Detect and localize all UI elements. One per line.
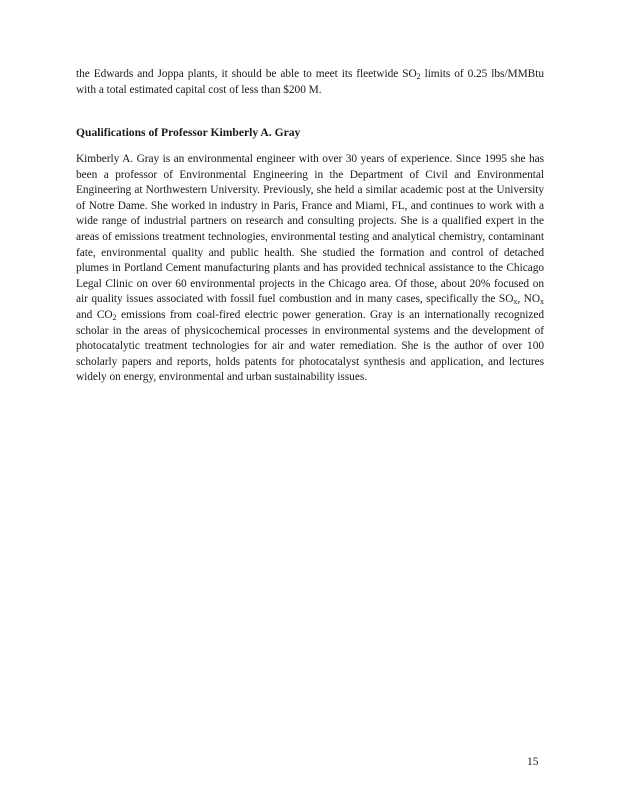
bio-paragraph (76, 152, 544, 386)
nox-subscript: x (540, 297, 544, 307)
continuation-text-start: the Edwards and Joppa plants, it should be able to meet its fleetwide SO (76, 68, 417, 80)
bio-text-4: emissions from coal-fired electric power generation. Gray is an internationally recognized scholar in the areas of physicochemical processes in environmental systems and the development of photocatalytic treatment technologies for air and water remediation. She is the author of over 100 scholarly papers and reports, holds patents for photocatalyst synthesis and application, and lectures widely on energy, environmental and urban sustainability issues. (76, 308, 544, 384)
so2-subscript: 2 (416, 72, 421, 81)
section-heading: Qualifications of Professor Kimberly A. Gray (76, 126, 301, 139)
bio-text-2: , NO (517, 293, 541, 306)
sox-subscript: x (513, 297, 518, 307)
continuation-text-end: limits of 0.25 lbs/MMBtu with a total estimated capital cost of less than $200 M. (76, 68, 544, 96)
bio-text-1: Kimberly A. Gray is an environmental engineer with over 30 years of experience. Since 1995 she has been a professor of Environmental Engineering in the Department of Civil and Environmental Engineering at Northwestern University. Previously, she held a similar academic post at the University of Notre Dame. She worked in industry in Paris, France and Miami, FL, and continues to work with a wide range of industrial partners on research and consulting projects. She is a qualified expert in the areas of emissions treatment technologies, environmental testing and analytical chemistry, contaminant fate, environmental quality and public health. She studied the formation and control of detached plumes in Portland Cement manufacturing plants and has provided technical assistance to the Chicago Legal Clinic on over 60 environmental projects in the Chicago area. Of those, about 20% focused on air quality issues associated with fossil fuel combustion and in many cases, specifically the SO (76, 153, 544, 306)
bio-text-3: and CO (76, 308, 113, 321)
page-number: 15 (527, 756, 539, 768)
continuation-paragraph (76, 67, 544, 98)
co2-subscript: 2 (112, 312, 117, 322)
